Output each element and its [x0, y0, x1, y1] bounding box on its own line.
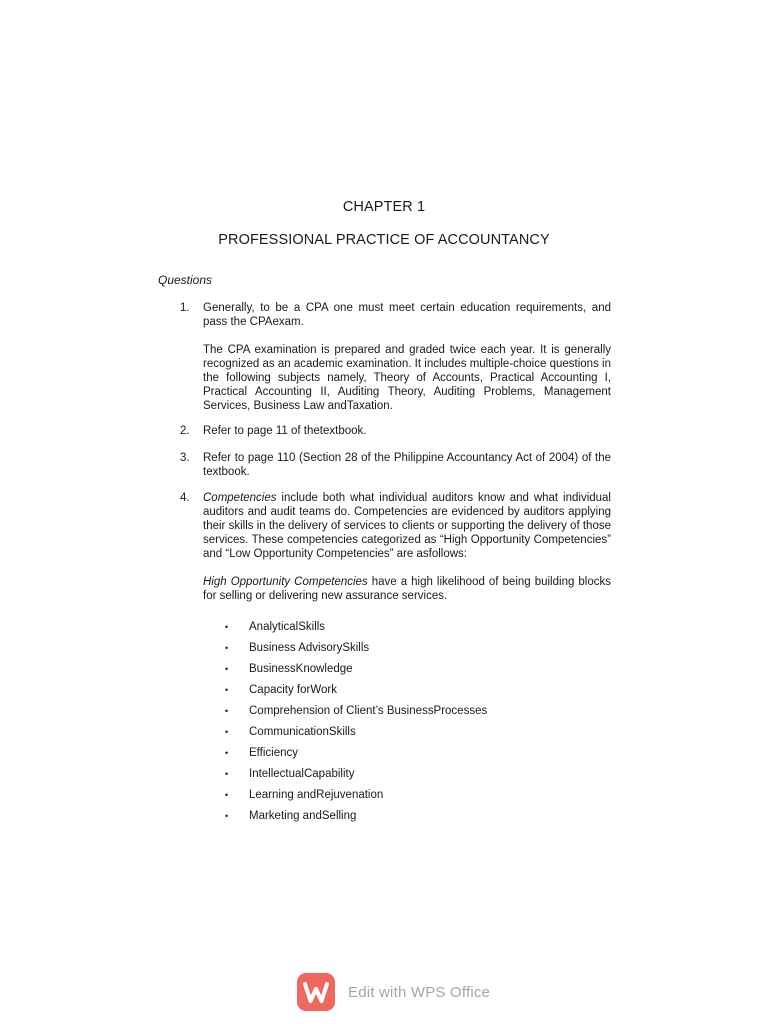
item-number: 4.: [180, 492, 190, 504]
bullet-icon: •: [225, 622, 229, 632]
bullet-icon: •: [225, 769, 229, 779]
item-number: 2.: [180, 425, 190, 437]
italic-term: Competencies: [203, 492, 277, 504]
question-item-3: [180, 451, 611, 479]
questions-label: Questions: [158, 273, 213, 287]
bullet-icon: •: [225, 727, 229, 737]
paragraph-text: have a high likelihood of being building blocks for selling or delivering new assurance services.: [203, 576, 611, 602]
item-paragraph: Refer to page 110 (Section 28 of the Philippine Accountancy Act of 2004) of the textbook.: [203, 452, 611, 478]
item-paragraph: Refer to page 11 of thetextbook.: [203, 425, 367, 437]
bullet-icon: •: [225, 811, 229, 821]
item-number: 3.: [180, 452, 190, 464]
chapter-title: PROFESSIONAL PRACTICE OF ACCOUNTANCY: [218, 232, 550, 248]
bullet-icon: •: [225, 643, 229, 653]
italic-term: High Opportunity Competencies: [203, 576, 368, 588]
item-paragraph: [203, 575, 611, 603]
chapter-heading: CHAPTER 1: [342, 199, 426, 215]
bullet-icon: •: [225, 664, 229, 674]
bullet-icon: •: [225, 706, 229, 716]
question-item-4: [180, 491, 611, 603]
bullet-icon: •: [225, 790, 229, 800]
wps-watermark[interactable]: [297, 973, 490, 1011]
question-item-2: [180, 424, 611, 438]
bullet-icon: •: [225, 748, 229, 758]
watermark-text: Edit with WPS Office: [348, 983, 491, 1001]
item-paragraph: The CPA examination is prepared and graded twice each year. It is generally recognized as an academic examination. It includes multiple-choice questions in the following subjects namely, Theory of Accounts, Practical Accounting I, Practical Accounting II, Auditing Theory, Auditing Problems, Management Services, Business Law andTaxation.: [203, 344, 611, 412]
item-paragraph: [203, 491, 611, 561]
paragraph-text: include both what individual auditors know and what individual auditors and audit teams do. Competencies are evidenced by auditors applying their skills in the delivery of services to clients or supporting the delivery of those services. These competencies categorized as “High Opportunity Competencies” and “Low Opportunity Competencies” are asfollows:: [203, 492, 611, 560]
question-item-1: [180, 301, 611, 413]
item-paragraph: Generally, to be a CPA one must meet certain education requirements, and pass the CPAexam.: [203, 302, 611, 328]
item-number: 1.: [180, 302, 190, 314]
wps-logo-icon: [297, 973, 335, 1011]
document-page: CHAPTER 1 PROFESSIONAL PRACTICE OF ACCOUNTANCY Questions 1. Generally, to be a CPA one must meet certain education requirements, and pass the CPAexam. The CPA examination is prepared and graded twice each year. It is generally recognized as an academic examination. It includes multiple-choice questions in the following subjects namely, Theory of Accounts, Practical Accounting I, Practical Accounting II, Auditing Theory, Auditing Problems, Management Services, Business Law andTaxation. 2. Refer to page 11 of thetextbook. 3. Refer to page 110 (Section 28 of the Philippine Accountancy Act of 2004) of the textbook. 4. Competencies include both what individual auditors know and what individual auditors and audit teams do. Competencies are evidenced by auditors applying their skills in the delivery of services to clients or supporting the delivery of those services. These competencies categorized as “High Opportunity Competencies” and “Low Opportunity Competencies” are asfollows: High Opportunity Competencies have a high likelihood of being building blocks for selling or delivering new assurance services. • AnalyticalSkills • Business AdvisorySkills • BusinessKnowledge • Capacity forWork • Comprehension of Client’s BusinessProcesses • CommunicationSkills • Efficiency • IntellectualCapability • Learning andRejuvenation • Marketing andSelling Edit with WPS Office: [0, 0, 768, 1024]
bullet-icon: •: [225, 685, 229, 695]
